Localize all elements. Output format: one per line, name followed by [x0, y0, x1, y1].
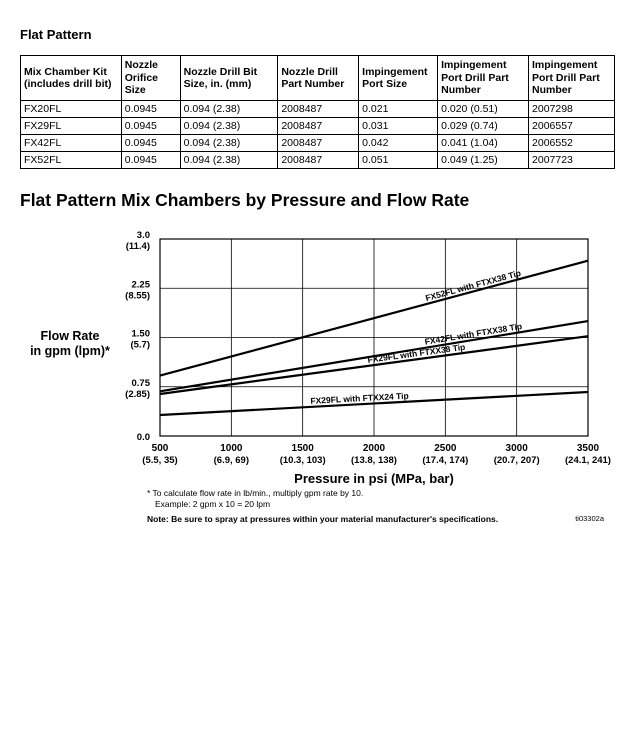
y-axis-label-line1: Flow Rate	[40, 329, 100, 343]
table-cell: FX42FL	[21, 135, 122, 152]
table-row	[21, 118, 615, 135]
y-tick-label: 2.25	[131, 279, 150, 291]
table-cell: 0.094 (2.38)	[180, 152, 278, 169]
x-axis-label: Pressure in psi (MPa, bar)	[294, 471, 454, 486]
header-impingement-port-drill-part-number: Impingement Port Drill Part Number	[438, 56, 529, 101]
chart-grid	[160, 239, 588, 436]
x-tick-sublabel: (10.3, 103)	[279, 455, 326, 466]
table-cell: 0.094 (2.38)	[180, 101, 278, 118]
x-tick-sublabel: (20.7, 207)	[493, 455, 540, 466]
header-nozzle-drill-bit-size: Nozzle Drill Bit Size, in. (mm)	[180, 56, 278, 101]
y-tick-sublabel: (2.85)	[125, 388, 150, 400]
header-impingement-port-drill-part-number-2: Impingement Port Drill Part Number	[529, 56, 615, 101]
y-tick-sublabel: (5.7)	[130, 339, 150, 351]
table-cell: FX20FL	[21, 101, 122, 118]
table-row	[21, 101, 615, 118]
y-tick-label: 3.0	[136, 230, 150, 241]
y-tick-label: 1.50	[131, 328, 150, 340]
table-cell: 2007723	[529, 152, 615, 169]
footnote-example: Example: 2 gpm x 10 = 20 lpm	[155, 499, 271, 509]
series-label: FX42FL with FTXX38 Tip	[424, 320, 523, 347]
x-tick-label: 500	[151, 443, 169, 454]
y-tick-sublabel: (8.55)	[125, 290, 150, 302]
table-cell: FX29FL	[21, 118, 122, 135]
series-label: FX29FL with FTXX24 Tip	[310, 390, 409, 406]
section-title: Flat Pattern	[20, 27, 92, 42]
table-cell: 2006552	[529, 135, 615, 152]
x-tick-sublabel: (6.9, 69)	[213, 455, 250, 466]
table-cell: 0.0945	[121, 101, 180, 118]
spec-table	[20, 55, 615, 169]
x-tick-sublabel: (13.8, 138)	[351, 455, 397, 466]
chart-title: Flat Pattern Mix Chambers by Pressure and Flow Rate	[20, 190, 470, 210]
table-cell: 0.042	[359, 135, 438, 152]
table-cell: 0.020 (0.51)	[438, 101, 529, 118]
y-tick-label: 0.0	[136, 432, 150, 443]
table-cell: 0.049 (1.25)	[438, 152, 529, 169]
table-cell: FX52FL	[21, 152, 122, 169]
y-axis-label-line2: in gpm (lpm)*	[30, 344, 110, 358]
table-cell: 0.051	[359, 152, 438, 169]
x-tick-label: 2500	[434, 443, 457, 454]
table-cell: 2008487	[278, 118, 359, 135]
table-cell: 0.021	[359, 101, 438, 118]
table-header-row	[21, 56, 615, 101]
table-cell: 2008487	[278, 101, 359, 118]
series-label: FX52FL with FTXX38 Tip	[424, 267, 522, 304]
table-cell: 0.041 (1.04)	[438, 135, 529, 152]
table-cell: 2006557	[529, 118, 615, 135]
spray-note: Note: Be sure to spray at pressures within your material manufacturer's specifications.	[147, 514, 499, 524]
table-cell: 0.0945	[121, 135, 180, 152]
table-cell: 2008487	[278, 135, 359, 152]
table-cell: 0.029 (0.74)	[438, 118, 529, 135]
x-tick-label: 1000	[220, 443, 243, 454]
y-tick-label: 0.75	[131, 377, 150, 389]
x-tick-label: 3000	[505, 443, 528, 454]
x-tick-label: 1500	[291, 443, 314, 454]
header-mix-chamber-kit: Mix Chamber Kit (includes drill bit)	[21, 56, 122, 101]
x-tick-sublabel: (5.5, 35)	[142, 455, 178, 466]
header-nozzle-drill-part-number: Nozzle Drill Part Number	[278, 56, 359, 101]
footnote: * To calculate flow rate in lb/min., multiply gpm rate by 10.	[147, 488, 364, 498]
table-cell: 0.094 (2.38)	[180, 135, 278, 152]
series-label: FX29FL with FTXX38 Tip	[366, 341, 466, 365]
header-nozzle-orifice-size: Nozzle Orifice Size	[121, 56, 180, 101]
table-cell: 2008487	[278, 152, 359, 169]
table-row	[21, 135, 615, 152]
table-cell: 0.094 (2.38)	[180, 118, 278, 135]
figure-id: ti03302a	[575, 514, 604, 523]
y-tick-sublabel: (11.4)	[125, 241, 150, 252]
x-tick-sublabel: (24.1, 241)	[565, 455, 611, 466]
chart-ticks	[125, 230, 611, 466]
table-cell: 0.031	[359, 118, 438, 135]
x-tick-label: 2000	[362, 443, 386, 454]
table-cell: 0.0945	[121, 118, 180, 135]
table-row	[21, 152, 615, 169]
table-cell: 0.0945	[121, 152, 180, 169]
x-tick-sublabel: (17.4, 174)	[422, 455, 469, 466]
x-tick-label: 3500	[576, 443, 600, 454]
flow-rate-chart	[0, 222, 636, 532]
header-impingement-port-size: Impingement Port Size	[359, 56, 438, 101]
table-cell: 2007298	[529, 101, 615, 118]
